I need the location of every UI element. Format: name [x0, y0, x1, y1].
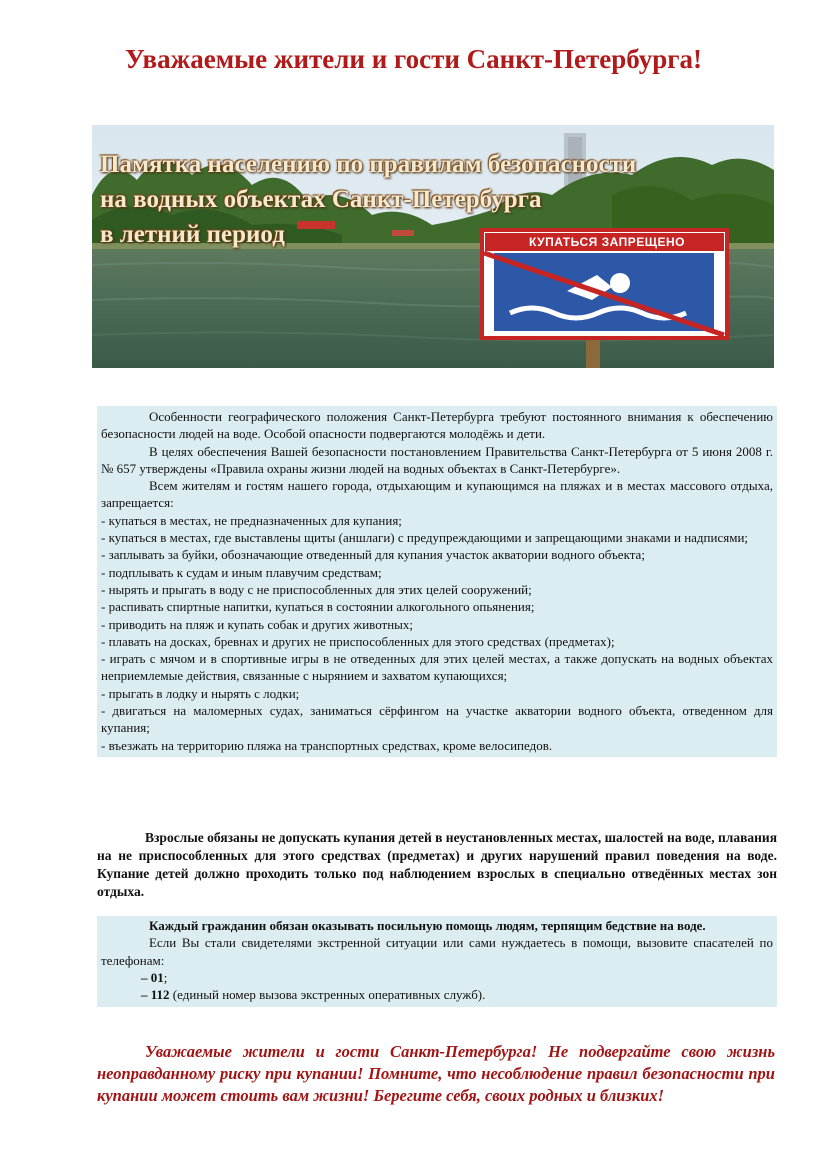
prohibition-item: - прыгать в лодку и нырять с лодки;: [101, 685, 300, 701]
prohibition-item: - нырять и прыгать в воду с не приспособленных для этих целей сооружений;: [101, 581, 532, 597]
prohibition-item: - въезжать на территорию пляжа на транспортных средствах, кроме велосипедов.: [101, 737, 553, 753]
swimmer-icon: [610, 273, 630, 293]
prohibition-item: - распивать спиртные напитки, купаться в состоянии алкогольного опьянения;: [101, 599, 535, 615]
phone-line: [101, 969, 773, 986]
prohibition-item: - заплывать за буйки, обозначающие отведенный для купания участок акватории водного объекта;: [101, 547, 645, 563]
phone-number: – 112: [141, 987, 170, 1003]
adults-duty-text: Взрослые обязаны не допускать купания детей в неустановленных местах, шалостей на воде, плавания на не приспособленных для этого средствах (предметах) и других нарушений правил поведения на воде. Купание детей должно проходить только под наблюдением взрослых в специально отведённых местах зон отдыха.: [97, 830, 777, 899]
info-paragraph: Всем жителям и гостям нашего города, отдыхающим и купающимся на пляжах и в местах массового отдыха, запрещается:: [101, 478, 773, 511]
help-intro-text: Если Вы стали свидетелями экстренной ситуации или сами нуждаетесь в помощи, вызовите спасателей по телефонам:: [101, 935, 773, 968]
prohibition-item: - купаться в местах, не предназначенных для купания;: [101, 512, 402, 528]
phone-suffix: ;: [163, 969, 168, 985]
phone-number: – 01: [141, 969, 164, 985]
adults-duty-section: [97, 829, 777, 901]
banner-heading-line: Памятка населению по правилам безопасности: [100, 151, 637, 178]
help-duty-text: Каждый гражданин обязан оказывать посильную помощь людям, терпящим бедствие на воде.: [149, 918, 706, 933]
prohibition-item: - подплывать к судам и иным плавучим средствам;: [101, 564, 382, 580]
prohibition-item: - приводить на пляж и купать собак и других животных;: [101, 616, 414, 632]
prohibition-item: - купаться в местах, где выставлены щиты (аншлаги) с предупреждающими и запрещающими знаками и надписями;: [101, 530, 749, 546]
phone-description: (единый номер вызова экстренных оперативных служб).: [169, 987, 486, 1003]
sign-label: КУПАТЬСЯ ЗАПРЕЩЕНО: [529, 235, 685, 249]
rules-info-box: [97, 406, 777, 757]
banner-image: [92, 125, 774, 368]
closing-appeal: Уважаемые жители и гости Санкт-Петербурга! Не подвергайте свою жизнь неоправданному риску при купании! Помните, что несоблюдение правил безопасности при купании может стоить вам жизни! Берегите себя, своих родных и близких!: [97, 1042, 775, 1105]
prohibition-item: - играть с мячом и в спортивные игры в не отведенных для этих целей местах, а также допускать на водных объектах неприемлемые действия, связанные с нырянием и захватом купающихся;: [101, 651, 773, 684]
help-box: [97, 916, 777, 1007]
info-paragraph: Особенности географического положения Санкт-Петербурга требуют постоянного внимания к обеспечению безопасности людей на воде. Особой опасности подвергаются молодёжь и дети.: [101, 409, 773, 442]
prohibition-item: - двигаться на маломерных судах, заниматься сёрфингом на участке акватории водного объекта, отведенном для купания;: [101, 703, 773, 736]
info-paragraph: В целях обеспечения Вашей безопасности постановлением Правительства Санкт-Петербурга от 5 июня 2008 г. № 657 утверждены «Правила охраны жизни людей на водных объектах в Санкт-Петербурге».: [101, 443, 773, 476]
banner-heading-line: на водных объектах Санкт-Петербурга: [100, 186, 542, 213]
phone-line: [101, 986, 773, 1003]
page-title: Уважаемые жители и гости Санкт-Петербурга!: [124, 44, 703, 74]
prohibition-item: - плавать на досках, бревнах и других не приспособленных для этого средствах (предметах);: [101, 633, 615, 649]
banner-heading-line: в летний период: [100, 221, 285, 248]
